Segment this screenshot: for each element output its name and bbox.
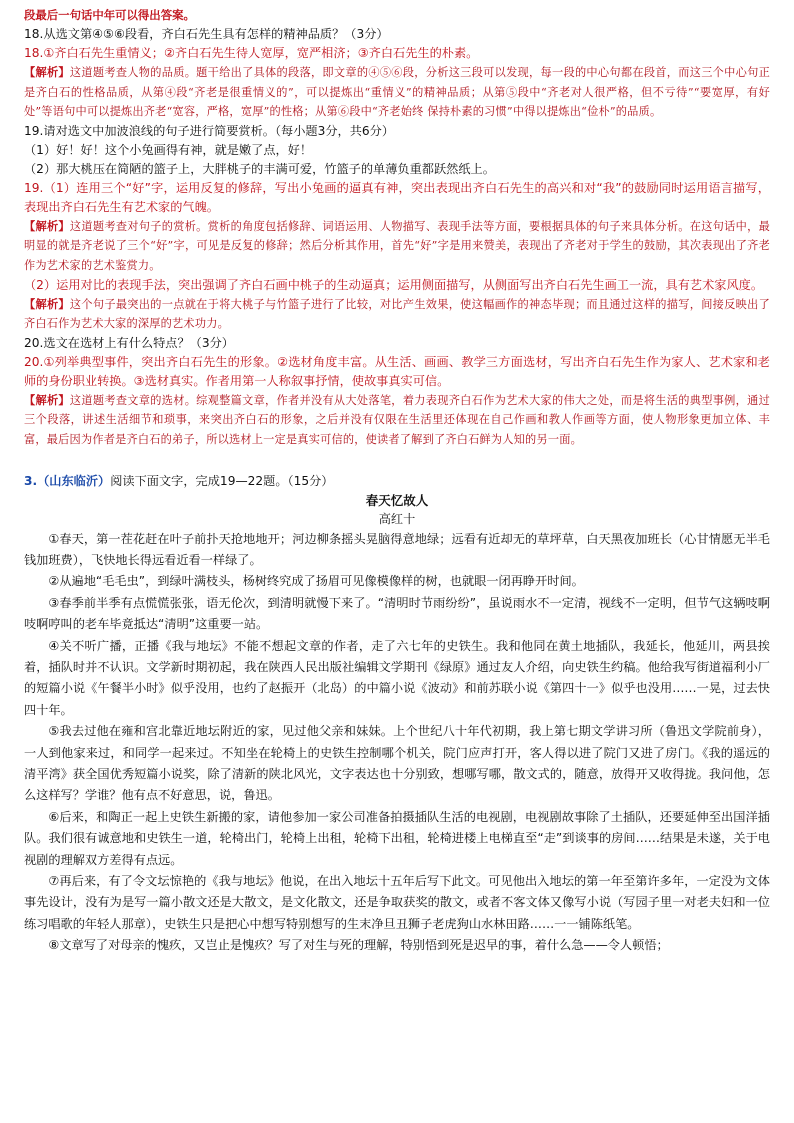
analysis-19-1: [24, 217, 770, 276]
section-3-header: [24, 472, 770, 491]
question-20: 20.选文在选材上有什么特点？（3分）: [24, 335, 234, 350]
question-19-2: （2）那大桃压在简陋的篮子上，大胖桃子的丰满可爱，竹篮子的单薄负重都跃然纸上。: [24, 161, 495, 176]
paragraph-4: ④关不听广播，正播《我与地坛》不能不想起文章的作者，走了六七年的史铁生。我和他同在黄土地插队，我延长，他延川，两县挨着，插队时并不认识。文学新时期初起，我在陕西人民出版社编辑文学期刊《绿原》通过友人介绍，向史铁生约稿。他给我写街道福利小厂的短篇小说《午餐半小时》似乎没用，也约了赵振开（北岛）的中篇小说《波动》和前苏联小说《第四十一》似乎也没用……一晃，过去快四十年。: [24, 638, 770, 717]
question-19: 19.请对选文中加波浪线的句子进行简要赏析。（每小题3分，共6分）: [24, 123, 395, 138]
question-18: 18.从选文第④⑤⑥段看，齐白石先生具有怎样的精神品质？（3分）: [24, 27, 389, 41]
analysis-tag: 【解析】: [24, 392, 70, 407]
carryover-line: 段最后一句话中年可以得出答案。: [24, 8, 195, 22]
analysis-18-text: 这道题考查人物的品质。题干给出了具体的段落，即文章的④⑤⑥段，分析这三段可以发现，每一段的中心句都在段首，而这三个中心句正是齐白石的性格品质，从第④段“齐老是很重情义的”，可以提炼出“重情义”的精神品质；从第⑤段中“齐老对人很严格，但不亏待”“要宽厚，有好处”等语句中可以提炼出齐老“宽容，严格，宽厚”的性格；从第⑥段中“齐老始终 保持朴素的习惯”中得以提炼出“俭朴”的品质。: [24, 66, 770, 119]
paragraph-6: ⑥后来，和陶正一起上史铁生新搬的家，请他参加一家公司准备拍摄插队生活的电视剧，电视剧故事除了土插队，还要延伸至出国洋插队。我们很有诚意地和史铁生一道，轮椅出门，轮椅上出租，轮椅下出租，轮椅进楼上电梯直至“走”到谈事的房间……结果是未遂，关于电视剧的理解双方差得有点远。: [24, 809, 770, 867]
analysis-19-1-text: 这道题考查对句子的赏析。赏析的角度包括修辞、词语运用、人物描写、表现手法等方面，要根据具体的句子来具体分析。在这句话中，最明显的就是齐老说了三个“好”字，可见是反复的修辞；然后分析其作用，首先“好”字是用来赞美，表现出了齐老对于学生的鼓励，其次表现出了齐老作为艺术家的艺术鉴赏力。: [24, 219, 770, 272]
analysis-tag: 【解析】: [24, 218, 70, 233]
analysis-20-text: 这道题考查文章的选材。综观整篇文章，作者并没有从大处落笔，着力表现齐白石作为艺术大家的伟大之处，而是将生活的典型事例，通过三个段落，讲述生活细节和琐事，来突出齐白石的形象，之后并没有仅限在生活里还体现在自己作画和教人作画等方面，使人物形象更加立体、丰富，最后因为作者是齐白石的弟子，所以选材上一定是真实可信的，使读者了解到了齐白石鲜为人知的另一面。: [24, 393, 770, 446]
analysis-tag: 【解析】: [24, 296, 70, 311]
article-author: 高红十: [378, 511, 416, 526]
answer-19-1: 19.（1）连用三个“好”字，运用反复的修辞，写出小兔画的逼真有神，突出表现出齐白石先生的高兴和对“我”的鼓励同时运用语言描写，表现出齐白石先生有艺术家的气魄。: [24, 180, 770, 214]
question-19-1: （1）好！好！这个小兔画得有神，就是嫩了点，好！: [24, 142, 313, 157]
answer-19-2: （2）运用对比的表现手法，突出强调了齐白石画中桃子的生动逼真；运用侧面描写，从侧面写出齐白石先生画工一流，具有艺术家风度。: [24, 277, 764, 292]
document-page: [24, 0, 770, 957]
section-3-label: 3.（山东临沂）: [24, 473, 111, 488]
paragraph-3: ③春季前半季有点慌慌张张，语无伦次，到清明就慢下来了。“清明时节雨纷纷”，虽说雨水不一定清，视线不一定明，但节气这辆吱啊吱啊哼叫的老车毕竟抵达“清明”这重要一站。: [24, 595, 770, 632]
analysis-19-2-text: 这个句子最突出的一点就在于将大桃子与竹篮子进行了比较，对比产生效果，使这幅画作的神态毕现；而且通过这样的描写，间接反映出了齐白石作为艺术大家的深厚的艺术功力。: [24, 297, 770, 331]
paragraph-8: ⑧文章写了对母亲的愧疚，又岂止是愧疚？写了对生与死的理解，特别悟到死是迟早的事，着什么急——令人顿悟；: [48, 938, 669, 953]
paragraph-5: ⑤我去过他在雍和宫北靠近地坛附近的家，见过他父亲和妹妹。上个世纪八十年代初期，我上第七期文学讲习所（鲁迅文学院前身），一人到他家来过，和同学一起来过。不知坐在轮椅上的史铁生控制哪个机关，院门应声打开，客人得以进了院门又进了房门。《我的遥远的清平湾》获全国优秀短篇小说奖，除了清新的陕北风光，文字表达也十分别致，想哪写哪，散文式的，随意，放得开又收得拢。我问他，怎么这样写？学谁？他有点不好意思，说，鲁迅。: [24, 724, 770, 803]
paragraph-2: ②从遍地“毛毛虫”，到绿叶满枝头，杨树终究成了扬眉可见像模像样的树，也就眼一闭再睁开时间。: [48, 574, 584, 589]
answer-18: 18.①齐白石先生重情义；②齐白石先生待人宽厚，宽严相济；③齐白石先生的朴素。: [24, 46, 479, 60]
analysis-tag: 【解析】: [24, 65, 70, 79]
analysis-18: [24, 63, 770, 122]
analysis-19-2: [24, 295, 770, 334]
analysis-20: [24, 391, 770, 450]
section-3-instruction: 阅读下面文字，完成19—22题。（15分）: [110, 473, 334, 488]
paragraph-7: ⑦再后来，有了令文坛惊艳的《我与地坛》他说，在出入地坛十五年后写下此文。可见他出入地坛的第一年至第许多年，一定没为文体事先设计，没有为是写一篇小散文还是大散文，是文化散文，还是争取获奖的散文，或者不客文体又像写小说（写园子里一对老夫妇和一位练习唱歌的年轻人那章），史铁生只是把心中想写特别想写的生末净旦丑狮子老虎狗山水林田路……一一铺陈纸笔。: [24, 874, 770, 931]
article-title: 春天忆故人: [365, 492, 429, 508]
answer-20: 20.①列举典型事件，突出齐白石先生的形象。②选材角度丰富。从生活、画画、教学三方面选材，写出齐白石先生作为家人、艺术家和老师的身份职业转换。③选材真实。作者用第一人称叙事抒情，使故事真实可信。: [24, 354, 770, 388]
paragraph-1: ①春天，第一茬花赶在叶子前扑天抢地地开；河边柳条摇头晃脑得意地绿；远看有近却无的草坪草，白天黑夜加班长（心甘情愿无半毛钱加班费），飞快地长得远看近看一样绿了。: [24, 531, 770, 567]
